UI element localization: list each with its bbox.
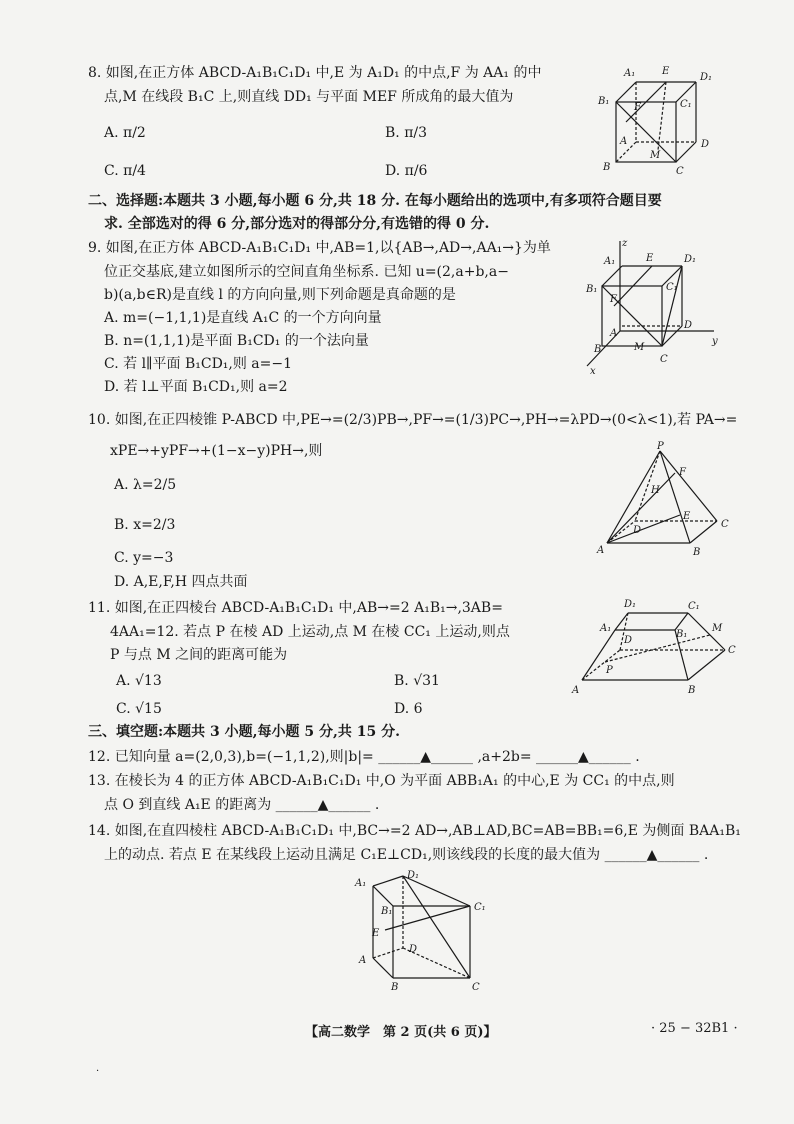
q8-line1: 8. 如图,在正方体 ABCD-A₁B₁C₁D₁ 中,E 为 A₁D₁ 的中点,F 为 AA₁ 的中 (88, 65, 542, 81)
q11-label: A₁ (600, 623, 612, 634)
q9-label: D (684, 320, 693, 331)
page-footer: 【高二数学 第 2 页(共 6 页)】 (305, 1025, 497, 1040)
q11-label: A (572, 685, 580, 696)
q9-label: D₁ (684, 254, 697, 265)
q9-option-b: B. n=(1,1,1)是平面 B₁CD₁ 的一个法向量 (104, 333, 369, 349)
q11-line2: 4AA₁=12. 若点 P 在棱 AD 上运动,点 M 在棱 CC₁ 上运动,则点 (110, 624, 510, 640)
q9-label: B (594, 344, 602, 355)
q10-label: C (721, 519, 729, 530)
section-3-heading: 三、填空题:本题共 3 小题,每小题 5 分,共 15 分. (88, 724, 400, 740)
q10-label: B (693, 547, 701, 558)
q8-label: M (650, 150, 661, 161)
q9-label: z (622, 238, 628, 249)
q10-label: P (657, 441, 664, 452)
q8-label: C₁ (680, 99, 692, 110)
q14-label: A₁ (355, 878, 367, 889)
q8-cube-figure (598, 62, 718, 177)
q10-label: F (679, 467, 686, 478)
q9-option-d: D. 若 l⊥平面 B₁CD₁,则 a=2 (104, 379, 288, 395)
q9-label: A (610, 328, 618, 339)
q8-label: F (634, 102, 641, 113)
q9-label: A₁ (604, 256, 616, 267)
q10-label: E (683, 511, 691, 522)
paper-code: · 25 − 32B1 · (651, 1021, 738, 1036)
q8-label: D₁ (700, 72, 713, 83)
q14-label: B (391, 982, 399, 993)
q9-label: F (610, 294, 617, 305)
stray-mark: · (96, 1066, 100, 1077)
q9-label: M (634, 342, 645, 353)
q11-line3: P 与点 M 之间的距离可能为 (110, 647, 288, 663)
q10-option-d: D. A,E,F,H 四点共面 (114, 574, 248, 590)
q9-cube-figure (582, 236, 722, 376)
q14-label: B₁ (381, 906, 393, 917)
q11-option-a: A. √13 (116, 673, 162, 689)
q9-label: C (660, 354, 668, 365)
q10-line1: 10. 如图,在正四棱锥 P-ABCD 中,PE→=(2/3)PB→,PF→=(1/3)PC→,PH→=λPD→(0<λ<1),若 PA→= (88, 412, 738, 428)
q14-label: A (359, 955, 367, 966)
q10-option-c: C. y=−3 (114, 550, 174, 566)
q9-option-c: C. 若 l∥平面 B₁CD₁,则 a=−1 (104, 356, 293, 372)
q9-label: x (590, 366, 596, 377)
q11-label: B₁ (676, 629, 688, 640)
q14-label: E (372, 928, 380, 939)
q9-label: C₁ (666, 282, 678, 293)
q10-label: D (633, 525, 642, 536)
q11-option-b: B. √31 (394, 673, 440, 689)
q11-label: M (712, 623, 723, 634)
q10-option-a: A. λ=2/5 (114, 477, 177, 493)
q11-frustum-figure (570, 595, 745, 700)
q8-option-b: B. π/3 (385, 125, 428, 141)
q8-label: D (701, 139, 710, 150)
q11-option-c: C. √15 (116, 701, 162, 717)
q10-label: A (597, 545, 605, 556)
q9-label: B₁ (586, 284, 598, 295)
q14-label: C (472, 982, 480, 993)
q9-option-a: A. m=(−1,1,1)是直线 A₁C 的一个方向向量 (104, 310, 382, 326)
q8-option-c: C. π/4 (104, 163, 146, 179)
q14-label: D (409, 944, 418, 955)
q9-label: y (712, 336, 718, 347)
q8-label: B₁ (598, 96, 610, 107)
q9-label: E (646, 253, 654, 264)
q9-line3: b)(a,b∈R)是直线 l 的方向向量,则下列命题是真命题的是 (104, 287, 456, 303)
q11-label: D (624, 635, 633, 646)
q11-option-d: D. 6 (394, 701, 423, 717)
q8-label: E (662, 66, 670, 77)
q11-label: B (688, 685, 696, 696)
section-2-heading-cont: 求. 全部选对的得 6 分,部分选对的得部分分,有选错的得 0 分. (104, 216, 490, 232)
q14-label: D₁ (407, 870, 420, 881)
q11-label: P (606, 665, 613, 676)
q8-line2: 点,M 在线段 B₁C 上,则直线 DD₁ 与平面 MEF 所成角的最大值为 (104, 89, 514, 105)
q14-label: C₁ (474, 902, 486, 913)
q8-option-d: D. π/6 (385, 163, 428, 179)
q14-prism-figure (355, 868, 495, 993)
q12-line1: 12. 已知向量 a=(2,0,3),b=(−1,1,2),则|b|= ______▲______ ,a+2b= ______▲______ . (88, 749, 640, 765)
q10-line2: xPE→+yPF→+(1−x−y)PH→,则 (110, 443, 323, 459)
q10-option-b: B. x=2/3 (114, 517, 176, 533)
q9-line2: 位正交基底,建立如图所示的空间直角坐标系. 已知 u=(2,a+b,a− (104, 264, 509, 280)
q11-label: D₁ (624, 599, 637, 610)
q11-line1: 11. 如图,在正四棱台 ABCD-A₁B₁C₁D₁ 中,AB→=2 A₁B₁→,3AB= (88, 600, 503, 616)
q14-line1: 14. 如图,在直四棱柱 ABCD-A₁B₁C₁D₁ 中,BC→=2 AD→,AB⊥AD,BC=AB=BB₁=6,E 为侧面 BAA₁B₁ (88, 823, 741, 839)
q13-line1: 13. 在棱长为 4 的正方体 ABCD-A₁B₁C₁D₁ 中,O 为平面 ABB₁A₁ 的中心,E 为 CC₁ 的中点,则 (88, 773, 675, 789)
q8-option-a: A. π/2 (104, 125, 146, 141)
q8-label: A (620, 136, 628, 147)
q11-label: C (728, 645, 736, 656)
q14-line2: 上的动点. 若点 E 在某线段上运动且满足 C₁E⊥CD₁,则该线段的长度的最大值为 ______▲______ . (104, 847, 709, 863)
q11-label: C₁ (688, 601, 700, 612)
q8-label: B (603, 162, 611, 173)
section-2-heading: 二、选择题:本题共 3 小题,每小题 6 分,共 18 分. 在每小题给出的选项中,有多项符合题目要 (88, 193, 662, 209)
q10-pyramid-figure (595, 443, 740, 563)
q8-label: A₁ (624, 68, 636, 79)
q13-line2: 点 O 到直线 A₁E 的距离为 ______▲______ . (104, 797, 380, 813)
q8-label: C (676, 166, 684, 177)
q10-label: H (651, 485, 660, 496)
q9-line1: 9. 如图,在正方体 ABCD-A₁B₁C₁D₁ 中,AB=1,以{AB→,AD→,AA₁→}为单 (88, 240, 551, 256)
